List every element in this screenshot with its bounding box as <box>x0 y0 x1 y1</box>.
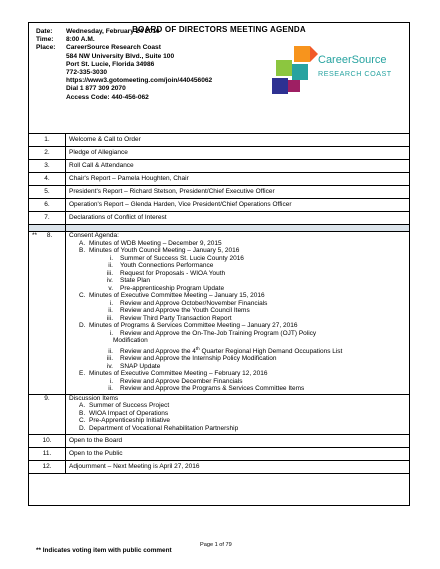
list-marker: B. <box>79 409 86 417</box>
place-line: CareerSource Research Coast <box>66 44 161 52</box>
place-line: 772-335-3030 <box>66 69 108 77</box>
item-number: 4. <box>29 173 66 186</box>
item-number: 6. <box>29 199 66 212</box>
place-label: Place: <box>36 44 56 52</box>
table-row <box>29 173 410 186</box>
item-number: 11. <box>29 448 66 461</box>
item-text: Roll Call & Attendance <box>66 160 410 173</box>
list-marker: iii. <box>106 355 113 363</box>
logo-mark-icon <box>270 44 318 96</box>
careersource-logo <box>270 44 410 96</box>
list-item: WIOA Impact of Operations <box>89 409 169 417</box>
list-item: Review and Approve October/November Financials <box>120 299 268 307</box>
item-text: President's Report – Richard Stetson, President/Chief Executive Officer <box>66 186 410 199</box>
discussion-items-cell <box>66 394 410 435</box>
item-number: 10. <box>29 435 66 448</box>
list-marker: A. <box>79 402 86 410</box>
item-number: 8. <box>46 232 53 239</box>
agenda-title: BOARD OF DIRECTORS MEETING AGENDA <box>132 25 306 34</box>
list-marker: iii. <box>106 269 113 277</box>
table-row <box>29 448 410 461</box>
item-text: Welcome & Call to Order <box>66 134 410 147</box>
voting-mark: ** <box>32 232 38 239</box>
list-marker: i. <box>109 254 113 262</box>
table-row <box>29 461 410 474</box>
consent-agenda-cell <box>66 232 410 395</box>
list-item: SNAP Update <box>120 362 161 370</box>
list-item: Review and Approve the On-The-Job Training Program (OJT) Policy <box>120 329 317 337</box>
list-marker: i. <box>109 377 113 385</box>
list-marker: A. <box>79 239 86 247</box>
date-label: Date: <box>36 28 53 35</box>
list-item: Youth Connections Performance <box>120 262 214 269</box>
item-text: Open to the Public <box>66 448 410 461</box>
item-heading: Discussion Items <box>69 394 119 402</box>
table-row <box>29 186 410 199</box>
list-marker: ii. <box>108 262 113 269</box>
list-marker: D. <box>79 322 86 329</box>
separator-row <box>29 225 410 232</box>
table-row <box>29 232 410 395</box>
item-text: Operation's Report – Glenda Harden, Vice President/Chief Operations Officer <box>66 199 410 212</box>
list-marker: B. <box>79 247 86 254</box>
voting-footnote: ** Indicates voting item with public comment <box>36 547 172 554</box>
list-marker: D. <box>79 424 86 432</box>
access-code: Access Code: 440-456-062 <box>66 93 149 101</box>
dial-in-number: Dial 1 877 309 2070 <box>66 85 126 93</box>
date-value: Wednesday, February 24 2016 <box>66 28 160 35</box>
time-label: Time: <box>36 36 54 44</box>
list-marker: C. <box>79 417 86 425</box>
item-number: 5. <box>29 186 66 199</box>
list-item: Minutes of Executive Committee Meeting – January 15, 2016 <box>89 292 265 299</box>
list-marker: ii. <box>108 385 113 393</box>
list-item: Review and Approve the Internship Policy Modification <box>120 355 277 363</box>
table-row <box>29 435 410 448</box>
list-marker: C. <box>79 292 86 299</box>
list-item: Review and Approve the 4th Quarter Regional High Demand Occupations List <box>120 345 343 355</box>
item-number: 12. <box>29 461 66 474</box>
logo-name: CareerSource <box>318 54 387 66</box>
list-marker: i. <box>109 299 113 307</box>
item-number: 9. <box>29 394 66 435</box>
item-text: Pledge of Allegiance <box>66 147 410 160</box>
logo-subtitle: RESEARCH COAST <box>318 69 392 78</box>
list-marker: iii. <box>106 314 113 322</box>
list-item: State Plan <box>120 277 150 284</box>
list-item: Pre-apprenticeship Program Update <box>120 284 225 292</box>
item-text: Open to the Board <box>66 435 410 448</box>
list-marker: ii. <box>108 307 113 314</box>
list-marker: ii. <box>108 347 113 355</box>
table-row <box>29 199 410 212</box>
list-marker: iv. <box>106 362 113 370</box>
table-row <box>29 160 410 173</box>
table-row <box>29 134 410 147</box>
list-marker: iv. <box>106 277 113 284</box>
list-marker: E. <box>79 370 86 378</box>
list-item: Summer of Success St. Lucie County 2016 <box>120 254 244 262</box>
list-item: Pre-Apprenticeship Initiative <box>89 417 170 425</box>
list-item-continued: Modification <box>113 337 148 344</box>
list-item: Request for Proposals - WIOA Youth <box>120 269 226 277</box>
list-marker: v. <box>108 284 113 292</box>
item-heading: Consent Agenda: <box>69 232 119 239</box>
list-item: Minutes of WDB Meeting – December 9, 2015 <box>89 239 222 247</box>
agenda-table <box>28 133 410 474</box>
list-item: Review and Approve December Financials <box>120 377 243 385</box>
list-item: Department of Vocational Rehabilitation Partnership <box>89 424 239 432</box>
list-item: Summer of Success Project <box>89 402 170 410</box>
place-line: Port St. Lucie, Florida 34986 <box>66 60 155 68</box>
list-item: Minutes of Executive Committee Meeting – February 12, 2016 <box>89 370 268 378</box>
item-text: Declarations of Conflict of Interest <box>66 212 410 225</box>
item-number: 2. <box>29 147 66 160</box>
item-text: Adjournment – Next Meeting is April 27, 2016 <box>66 461 410 474</box>
list-item: Review and Approve the Youth Council Items <box>120 307 250 314</box>
item-text: Chair's Report – Pamela Houghten, Chair <box>66 173 410 186</box>
item-number: 1. <box>29 134 66 147</box>
place-line: 584 NW University Blvd., Suite 100 <box>66 52 175 60</box>
item-number-cell <box>29 232 66 395</box>
table-row <box>29 212 410 225</box>
meeting-details <box>36 28 212 102</box>
list-item: Minutes of Youth Council Meeting – January 5, 2016 <box>89 247 240 254</box>
meeting-link[interactable]: https://www3.gotomeeting.com/join/440456062 <box>66 77 213 85</box>
time-value: 8:00 A.M. <box>66 36 95 44</box>
page-number: Page 1 of 79 <box>200 542 232 548</box>
list-item: Minutes of Programs & Services Committee Meeting – January 27, 2016 <box>89 322 298 329</box>
table-row <box>29 394 410 435</box>
list-marker: i. <box>109 329 113 337</box>
item-number: 3. <box>29 160 66 173</box>
table-row <box>29 147 410 160</box>
item-number: 7. <box>29 212 66 225</box>
list-item: Review Third Party Transaction Report <box>120 314 232 322</box>
list-item: Review and Approve the Programs & Services Committee Items <box>120 385 305 393</box>
